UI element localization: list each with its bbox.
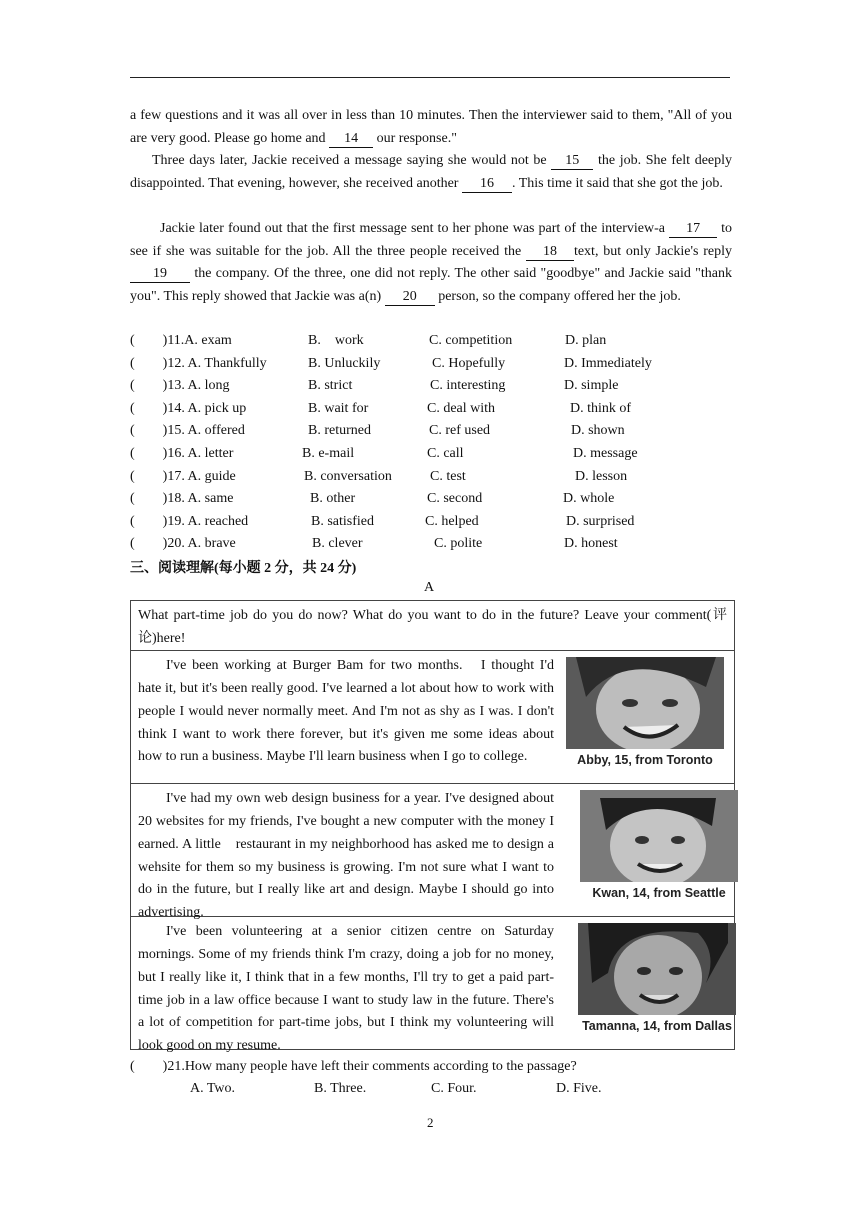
passage-paragraph-2: Three days later, Jackie received a message saying she would not be 15 the job. She felt deeply disappointed. That evening, however, she received another 16 . This time it said that she got the job. [130,153,733,191]
passage-label: A [424,580,435,595]
option-c: C. second [427,491,483,507]
option-d: D. Immediately [564,355,652,371]
page-number: 2 [427,1115,434,1130]
option-d: D. whole [563,491,615,507]
option-b: B. satisfied [311,513,374,529]
comment-text: I've had my own web design business for a year. I've designed about 20 websites for my friends, I've bought a new computer with the money I earned. A little restaurant in my neighborhood has asked me to design a wehsite for them so my business is growing. I'm not sure what I want to do in the future, but I really like art and design. Maybe I should go into advertising. [138,791,554,920]
photo [578,923,736,1035]
option-c: C. Hopefully [432,355,506,371]
passage-paragraph-3: Jackie later found out that the first message sent to her phone was part of the interview-a 17 to see if she was suitable for the job. All the three people received the 18 text, but only Jackie's reply 19 the company. Of the three, one did not reply. The other said "goodbye" and Jackie said "thank you". This reply showed that Jackie was a(n) 20 person, so the company offered her the job. [130,221,733,305]
option-d: D. plan [565,333,607,348]
blank-14: 14 [329,131,373,148]
portrait-image [580,790,738,882]
portrait-image [578,923,736,1015]
blank-16: 16 [462,176,512,193]
option-a: A. Two. [190,1081,236,1096]
question-number: ( )13. A. long [130,378,230,394]
photo [580,790,738,902]
section-heading: 三、阅读理解(每小题 2 分，共 24 分) [130,561,357,576]
option-c: C. interesting [430,378,506,394]
question-row [130,488,732,510]
option-c: C. call [427,446,464,461]
option-c: C. competition [429,333,513,348]
option-b: B. Three. [314,1081,367,1096]
question-number: ( )11.A. exam [130,333,232,348]
option-c: C. helped [425,513,479,529]
option-b: B. e-mail [302,446,355,461]
blank-15: 15 [551,153,593,170]
table-header: What part-time job do you do now? What do you want to do in the future? Leave your comment(评论)here! [131,601,735,651]
photo [566,657,724,769]
option-c: C. deal with [427,400,496,416]
option-c: C. test [430,468,466,484]
question-row [130,466,732,488]
question-row [130,353,732,375]
option-d: D. Five. [556,1081,602,1096]
comments-table [130,600,735,1053]
blank-20: 20 [385,289,435,306]
question-number: ( )16. A. letter [130,446,234,461]
option-c: C. polite [434,536,483,552]
passage-paragraph-1: a few questions and it was all over in less than 10 minutes. Then the interviewer said to them, "All of you are very good. Please go home and 14 our response." [130,108,732,146]
photo-caption: Tamanna, 14, from Dallas [582,1019,732,1034]
option-d: D. simple [564,378,619,394]
question-number: ( )17. A. guide [130,468,236,484]
option-b: B. wait for [308,400,369,416]
option-b: B. strict [308,378,353,394]
blank-18: 18 [526,244,574,261]
question-number: ( )12. A. Thankfully [130,355,267,371]
option-d: D. honest [564,536,618,552]
option-d: D. think of [570,400,632,416]
question-number: ( )20. A. brave [130,536,236,552]
photo-caption: Abby, 15, from Toronto [577,753,713,768]
option-b: B. clever [312,536,363,552]
comment-entry [131,651,735,784]
option-d: D. message [573,446,638,461]
photo-caption: Kwan, 14, from Seattle [592,886,726,901]
question-row [130,533,732,555]
option-d: D. shown [571,423,625,439]
question-row [130,330,732,352]
option-c: C. ref used [429,423,491,439]
option-c: C. Four. [431,1081,477,1096]
option-b: B. Unluckily [308,355,381,371]
comment-entry [131,784,735,920]
question-row [130,443,732,465]
comment-text: I've been volunteering at a senior citizen centre on Saturday mornings. Some of my friends think I'm crazy, doing a job for no money, but I really like it, I think that in a few months, I'll try to get a paid part-time job in a law office because I want to study law in the future. There's a lot of competition for part-time jobs, but I think my volunteering will look good on my resume. [138,924,554,1053]
question-number: ( )15. A. offered [130,423,245,439]
option-b: B. other [310,491,356,507]
blank-19: 19 [130,266,190,283]
question-row [130,398,732,420]
option-b: B. returned [308,423,371,439]
blank-17: 17 [669,221,717,238]
question-row [130,511,732,533]
question-21: ( )21.How many people have left their comments according to the passage? [130,1059,577,1074]
question-number: ( )19. A. reached [130,513,249,529]
option-d: D. surprised [566,513,635,529]
question-row [130,375,732,397]
header-rule [130,77,730,78]
option-b: B. work [308,333,364,348]
option-b: B. conversation [304,468,392,484]
question-number: ( )18. A. same [130,491,234,507]
question-number: ( )14. A. pick up [130,400,247,416]
option-d: D. lesson [575,468,628,484]
comment-text: I've been working at Burger Bam for two months. I thought I'd hate it, but it's been really good. I've learned a lot about how to work with people I would never normally meet. And I'm not as shy as I was. I don't think I want to work there forever, but it's given me some ideas about how to run a business. Maybe I'll learn business when I go to college. [138,658,554,765]
question-row [130,420,732,442]
comment-entry [131,917,735,1053]
portrait-image [566,657,724,749]
